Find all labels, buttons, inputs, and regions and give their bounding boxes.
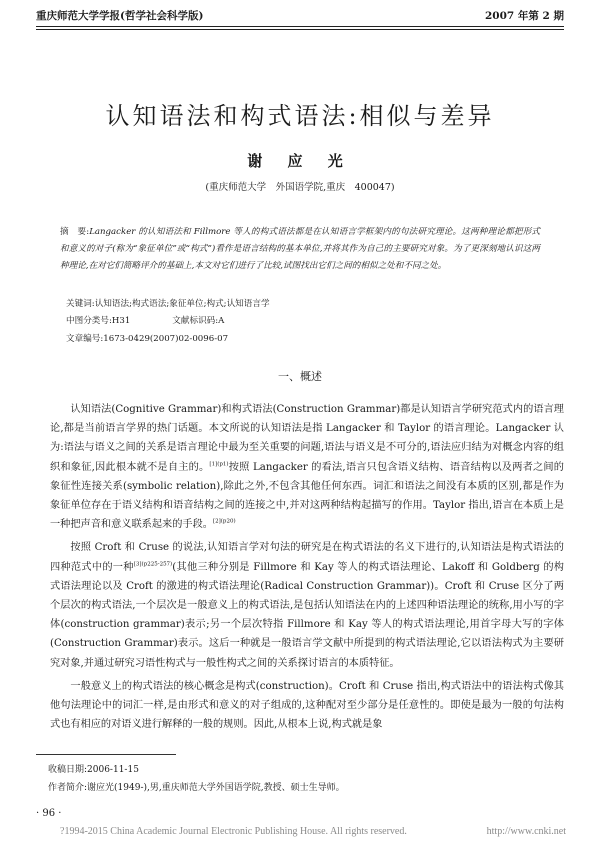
paragraph-text: 按照 Langacker 的看法,语言只包含语义结构、语音结构以及两者之间的象征性连接关系(symbolic relation),除此之外,不包含其他任何东西。词汇和语法之间没有本质的区别,都是作为象征单位存在于语义结构和语音结构之间的连接之中,并对这两种结构起描写的作用。Taylor 指出,语言在本质上是一种把声音和意义联系起来的手段。 xyxy=(50,461,564,531)
article-number: 文章编号:1673-0429(2007)02-0096-07 xyxy=(66,333,229,344)
keywords-row xyxy=(66,296,540,313)
paragraph-text: 认知语法(Cognitive Grammar)和构式语法(Construction Grammar)都是认知语言学研究范式内的语言理论,都是当前语言学界的热门话题。本文所说的认知语法是指 Langacker 和 Taylor 的语言理论。Langacker 认为:语法与语义之间的关系是语言理论中最为至关重要的问题,语法与语义是不可分的,语法应归结为对概念内容的组织和象征,因此根本就不是自主的。 xyxy=(50,404,564,473)
citation: [3](p225-257) xyxy=(133,561,173,568)
received-date: 收稿日期:2006-11-15 xyxy=(48,765,139,775)
author-name: 谢 应 光 xyxy=(247,152,353,170)
article-meta xyxy=(66,296,540,348)
abstract xyxy=(60,224,540,275)
article-number-row xyxy=(66,331,540,348)
section-heading: 一、概述 xyxy=(278,370,322,383)
abstract-text: Langacker 的认知语法和 Fillmore 等人的构式语法都是在认知语言学框架内的句法研究理论。这两种理论都把形式和意义的对子(称为“象征单位”或“构式”)看作是语言结构的基本单位,并将其作为自己的主要研究对象。为了更深刻地认识这两种理论,在对它们简略评介的基础上,本文对它们进行了比较,试图找出它们之间的相似之处和不同之处。 xyxy=(60,227,540,271)
keywords-label: 关键词: xyxy=(66,299,95,309)
citation: [1](p1) xyxy=(209,461,229,468)
page-number: · 96 · xyxy=(36,808,62,819)
article-title: 认知语法和构式语法:相似与差异 xyxy=(105,102,495,130)
paragraph xyxy=(50,677,564,735)
author-affiliation: (重庆师范大学 外国语学院,重庆 400047) xyxy=(205,182,395,193)
paragraph xyxy=(50,400,564,534)
classification-row xyxy=(66,313,540,330)
document-code: 文献标识码:A xyxy=(172,316,225,327)
citation: [2](p20) xyxy=(213,518,236,525)
author-bio: 作者简介:谢应光(1949-),男,重庆师范大学外国语学院,教授、硕士生导师。 xyxy=(48,783,345,793)
body-text xyxy=(50,400,564,734)
copyright-text: ?1994-2015 China Academic Journal Electronic Publishing House. All rights reserved. xyxy=(60,826,407,837)
footnotes xyxy=(48,761,564,797)
copyright-footer xyxy=(0,826,600,837)
cnki-link[interactable]: http://www.cnki.net xyxy=(486,826,566,837)
footnote-divider xyxy=(36,754,176,755)
journal-name: 重庆师范大学学报(哲学社会科学版) xyxy=(36,10,204,22)
keywords-text: 认知语法;构式语法;象征单位;构式;认知语言学 xyxy=(94,299,270,309)
paragraph-text: (其他三种分别是 Fillmore 和 Kay 等人的构式语法理论、Lakoff 和 Goldberg 的构式语法理论以及 Croft 的激进的构式语法理论(Radical Construction Grammar))。Croft 和 Cruse 区分了两个层次的构式语法,一个层次是一般意义上的构式语法,是包括认知语法在内的上述四种语法理论的统称,用小写的字体(construction grammar)表示;另一个层次特指 Fillmore 和 Kay 等人的构式语法理论,用首字母大写的字体(Construction Grammar)表示。这后一种就是一般语言学文献中所提到的构式语法理论,它以语法构式为主要研究对象,并通过研究习语性构式与一般性构式之间的关系探讨语言的本质特征。 xyxy=(50,561,564,669)
paragraph-text: 按照 Croft 和 Cruse 的说法,认知语言学对句法的研究是在构式语法的名义下进行的,认知语法是构式语法的四种范式中的一种 xyxy=(50,542,564,573)
issue-label: 2007 年第 2 期 xyxy=(485,10,564,22)
clc-number: 中图分类号:H31 xyxy=(66,316,131,327)
abstract-label: 摘 要: xyxy=(60,227,90,237)
paragraph-text: 一般意义上的构式语法的核心概念是构式(construction)。Croft 和 Cruse 指出,构式语法中的语法构式像其他句法理论中的词汇一样,是由形式和意义的对子组成的,这种配对至少部分是任意性的。即使是最为一般的句法构式也有相应的对语义进行解释的一般的规则。因此,从根本上说,构式就是象 xyxy=(50,680,564,731)
running-head xyxy=(36,8,564,27)
paragraph xyxy=(50,538,564,672)
